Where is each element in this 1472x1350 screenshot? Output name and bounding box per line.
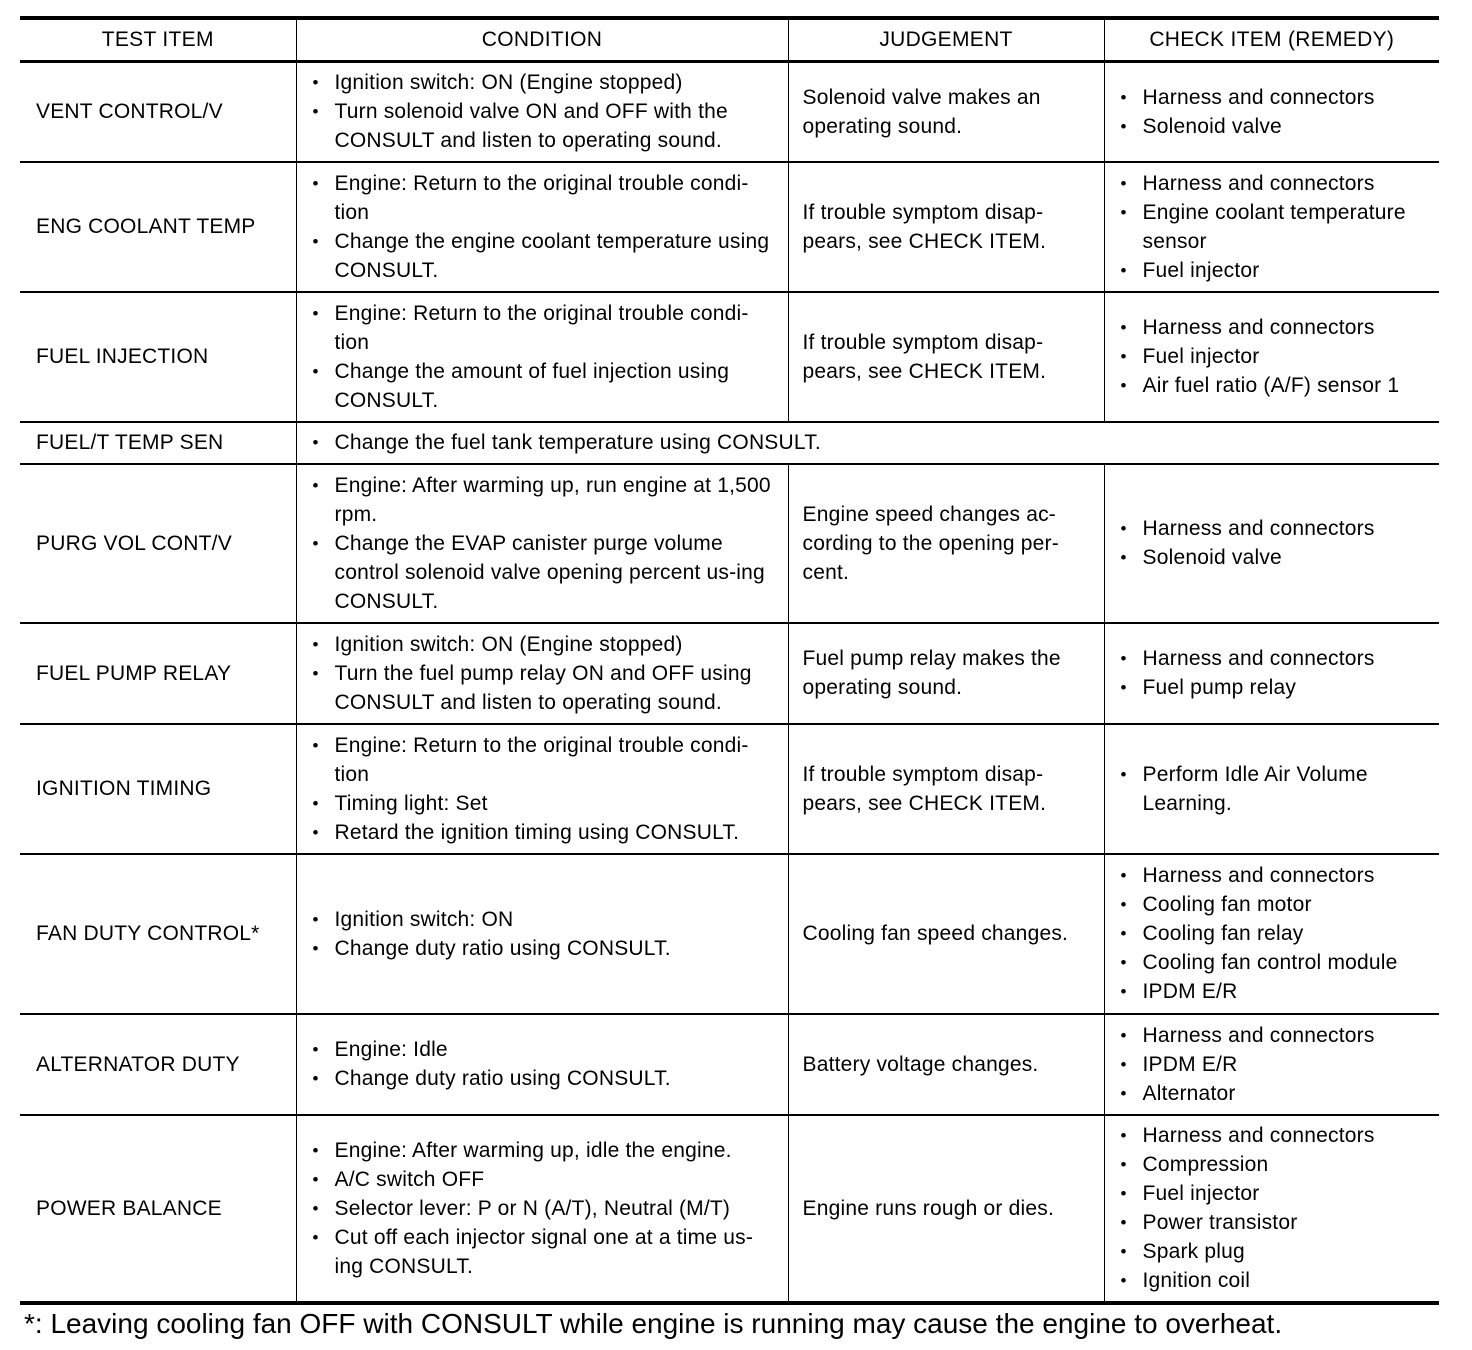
judgement-cell: Engine speed changes ac-cording to the opening per-cent. [788, 464, 1104, 623]
check-item-cell [1104, 62, 1439, 162]
table-row [20, 623, 1439, 724]
check-item-cell [1104, 1115, 1439, 1303]
judgement-cell: Engine runs rough or dies. [788, 1115, 1104, 1303]
check-item: • Solenoid valve [1119, 112, 1436, 141]
test-item-cell: POWER BALANCE [36, 1196, 222, 1220]
condition-item: • Turn the fuel pump relay ON and OFF using CONSULT and listen to operating sound. [311, 659, 782, 717]
check-item-list [1119, 760, 1436, 818]
test-item-cell: PURG VOL CONT/V [36, 531, 232, 555]
condition-cell [296, 422, 1439, 464]
condition-item-list [311, 630, 782, 717]
check-item: • Harness and connectors [1119, 1121, 1436, 1150]
condition-item-list [311, 68, 782, 155]
condition-item-list [311, 428, 1434, 457]
test-item-cell: IGNITION TIMING [36, 777, 212, 800]
test-item-cell: VENT CONTROL/V [36, 100, 223, 124]
condition-item-list [311, 471, 782, 616]
active-test-table-container [20, 16, 1439, 1305]
check-item: • Compression [1119, 1150, 1436, 1179]
check-item-list [1119, 83, 1436, 141]
condition-item: • Engine: Return to the original trouble condi-tion [311, 299, 782, 357]
check-item: • Alternator [1119, 1079, 1436, 1108]
condition-cell [296, 623, 788, 724]
condition-item-list [311, 731, 782, 847]
condition-item: • Change the engine coolant temperature using CONSULT. [311, 227, 782, 285]
condition-item: • Turn solenoid valve ON and OFF with the CONSULT and listen to operating sound. [311, 97, 782, 155]
check-item-cell [1104, 724, 1439, 854]
judgement-cell: If trouble symptom disap-pears, see CHECK ITEM. [788, 292, 1104, 422]
check-item: • Harness and connectors [1119, 644, 1436, 673]
condition-item: • Change the amount of fuel injection using CONSULT. [311, 357, 782, 415]
check-item-cell [1104, 464, 1439, 623]
check-item-list [1119, 644, 1436, 702]
condition-item-list [311, 169, 782, 285]
condition-item: • Selector lever: P or N (A/T), Neutral (M/T) [311, 1194, 782, 1223]
condition-cell [296, 1115, 788, 1303]
check-item-list [1119, 169, 1436, 285]
condition-cell [296, 724, 788, 854]
check-item: • Harness and connectors [1119, 861, 1436, 890]
judgement-cell: Fuel pump relay makes the operating sound. [788, 623, 1104, 724]
condition-item-list [311, 905, 782, 963]
table-row [20, 62, 1439, 162]
check-item-list [1119, 1121, 1436, 1295]
check-item: • Engine coolant temperature sensor [1119, 198, 1436, 256]
check-item: • Harness and connectors [1119, 83, 1436, 112]
table-row [20, 162, 1439, 292]
active-test-table [20, 16, 1439, 1305]
table-row [20, 854, 1439, 1014]
check-item-list [1119, 313, 1436, 400]
check-item: • Spark plug [1119, 1237, 1436, 1266]
condition-item-list [311, 1035, 782, 1093]
check-item: • Fuel injector [1119, 1179, 1436, 1208]
check-item: • IPDM E/R [1119, 977, 1436, 1006]
table-row [20, 724, 1439, 854]
test-item-cell: FAN DUTY CONTROL* [36, 922, 260, 945]
condition-item: • Engine: Idle [311, 1035, 782, 1064]
check-item: • Perform Idle Air Volume Learning. [1119, 760, 1436, 818]
check-item: • Air fuel ratio (A/F) sensor 1 [1119, 371, 1436, 400]
test-item-cell: FUEL PUMP RELAY [36, 661, 232, 685]
condition-item: • Retard the ignition timing using CONSULT. [311, 818, 782, 847]
condition-item: • Engine: Return to the original trouble condi-tion [311, 169, 782, 227]
condition-item: • Change the EVAP canister purge volume control solenoid valve opening percent us-ing CONSULT. [311, 529, 782, 616]
table-header-row [20, 18, 1439, 62]
condition-cell [296, 292, 788, 422]
check-item: • Harness and connectors [1119, 514, 1436, 543]
condition-cell [296, 62, 788, 162]
condition-item: • Ignition switch: ON (Engine stopped) [311, 68, 782, 97]
judgement-cell: Cooling fan speed changes. [788, 854, 1104, 1014]
condition-item: • Engine: After warming up, run engine at 1,500 rpm. [311, 471, 782, 529]
check-item-cell [1104, 623, 1439, 724]
table-row [20, 1115, 1439, 1303]
judgement-cell: If trouble symptom disap-pears, see CHECK ITEM. [788, 724, 1104, 854]
condition-cell [296, 162, 788, 292]
condition-item: • Change duty ratio using CONSULT. [311, 934, 782, 963]
check-item: • Solenoid valve [1119, 543, 1436, 572]
check-item: • Fuel injector [1119, 256, 1436, 285]
condition-item: • Change the fuel tank temperature using CONSULT. [311, 428, 1434, 457]
check-item-cell [1104, 854, 1439, 1014]
check-item: • Cooling fan motor [1119, 890, 1436, 919]
check-item: • Harness and connectors [1119, 1021, 1436, 1050]
check-item: • Cooling fan relay [1119, 919, 1436, 948]
test-item-cell: FUEL/T TEMP SEN [36, 431, 224, 454]
condition-item: • Change duty ratio using CONSULT. [311, 1064, 782, 1093]
judgement-cell: Battery voltage changes. [788, 1014, 1104, 1115]
table-row [20, 1014, 1439, 1115]
footnote: *: Leaving cooling fan OFF with CONSULT while engine is running may cause the engine to overheat. [24, 1308, 1283, 1339]
test-item-cell: ALTERNATOR DUTY [36, 1052, 240, 1076]
check-item: • Fuel pump relay [1119, 673, 1436, 702]
table-row [20, 464, 1439, 623]
condition-cell [296, 1014, 788, 1115]
check-item: • IPDM E/R [1119, 1050, 1436, 1079]
judgement-cell: If trouble symptom disap-pears, see CHECK ITEM. [788, 162, 1104, 292]
condition-item: • Cut off each injector signal one at a time us-ing CONSULT. [311, 1223, 782, 1281]
check-item-cell [1104, 1014, 1439, 1115]
condition-item: • Ignition switch: ON [311, 905, 782, 934]
check-item-list [1119, 1021, 1436, 1108]
header-test-item: TEST ITEM [101, 28, 214, 51]
check-item-cell [1104, 292, 1439, 422]
judgement-cell: Solenoid valve makes an operating sound. [788, 62, 1104, 162]
condition-item-list [311, 299, 782, 415]
check-item-list [1119, 861, 1436, 1006]
header-check-item: CHECK ITEM (REMEDY) [1104, 18, 1439, 62]
condition-item-list [311, 1136, 782, 1281]
check-item-list [1119, 514, 1436, 572]
table-body [20, 62, 1439, 1303]
condition-item: • Engine: Return to the original trouble condi-tion [311, 731, 782, 789]
table-row [20, 422, 1439, 464]
table-row [20, 292, 1439, 422]
check-item-cell [1104, 162, 1439, 292]
check-item: • Fuel injector [1119, 342, 1436, 371]
condition-item: • Engine: After warming up, idle the engine. [311, 1136, 782, 1165]
header-judgement: JUDGEMENT [788, 18, 1104, 62]
test-item-cell: FUEL INJECTION [36, 345, 209, 368]
test-item-cell: ENG COOLANT TEMP [36, 215, 256, 238]
condition-item: • A/C switch OFF [311, 1165, 782, 1194]
check-item: • Ignition coil [1119, 1266, 1436, 1295]
condition-item: • Timing light: Set [311, 789, 782, 818]
condition-cell [296, 464, 788, 623]
check-item: • Harness and connectors [1119, 169, 1436, 198]
condition-cell [296, 854, 788, 1014]
header-condition: CONDITION [296, 18, 788, 62]
check-item: • Harness and connectors [1119, 313, 1436, 342]
condition-item: • Ignition switch: ON (Engine stopped) [311, 630, 782, 659]
check-item: • Power transistor [1119, 1208, 1436, 1237]
check-item: • Cooling fan control module [1119, 948, 1436, 977]
